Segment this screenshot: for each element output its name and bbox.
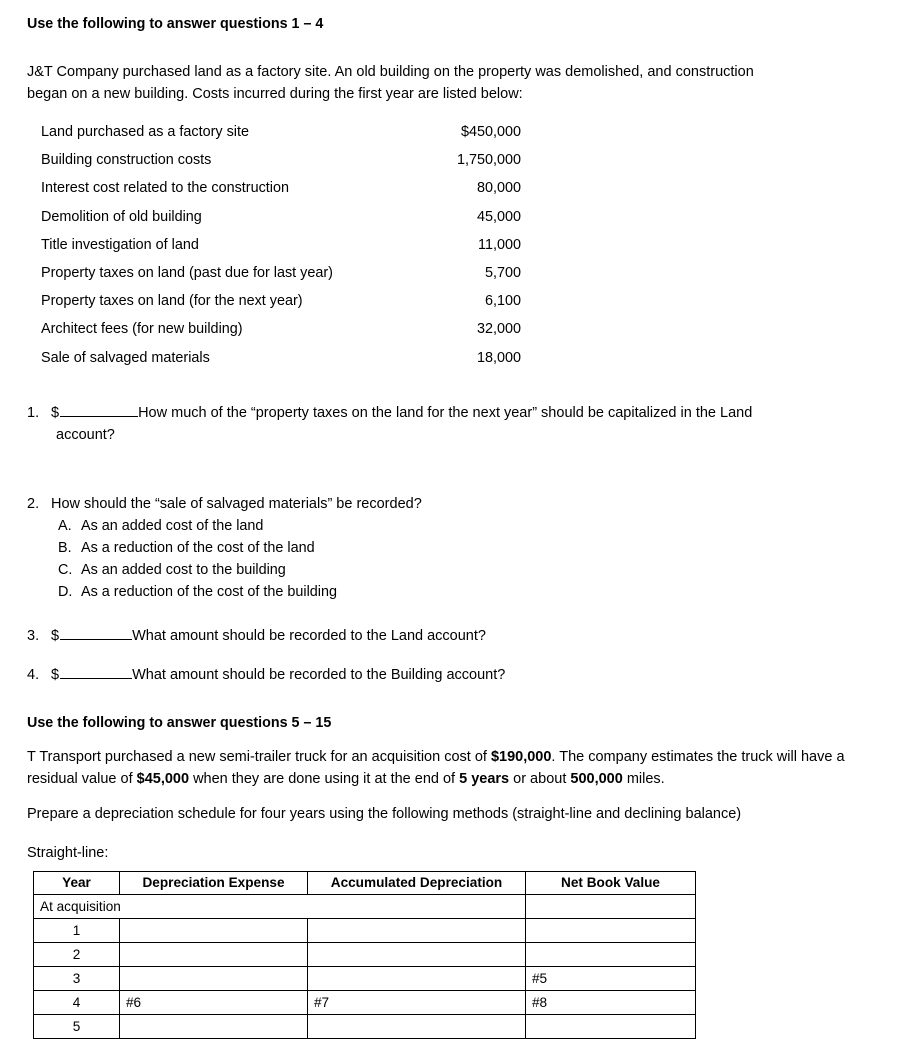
table-row-at-acquisition [34, 894, 696, 918]
cost-item-amount: 32,000 [476, 321, 521, 338]
row-net-book-value[interactable]: #8 [526, 990, 696, 1014]
row-year: 2 [34, 942, 120, 966]
row-accumulated-depreciation[interactable] [308, 942, 526, 966]
row-depreciation-expense[interactable]: #6 [120, 990, 308, 1014]
cost-item-row [41, 316, 521, 344]
intro-part-1: T Transport purchased a new semi-trailer truck for an acquisition cost of [27, 749, 491, 766]
question-3-text [51, 626, 897, 648]
row-net-book-value[interactable] [526, 942, 696, 966]
cost-item-amount: 1,750,000 [456, 152, 521, 169]
row-accumulated-depreciation[interactable] [308, 1014, 526, 1038]
cost-items-list [41, 119, 521, 373]
choice-b[interactable] [58, 538, 897, 560]
row-year: 4 [34, 990, 120, 1014]
cost-item-row [41, 204, 521, 232]
column-header-accumulated-depreciation: Accumulated Depreciation [308, 871, 526, 894]
choice-d-letter: D. [58, 583, 73, 600]
section-1-heading: Use the following to answer questions 1 – 4 [27, 16, 324, 32]
question-3-line [27, 626, 897, 648]
intro-part-3: when they are done using it at the end of [189, 770, 460, 787]
question-2-line [27, 494, 897, 516]
cost-items-body [41, 119, 521, 373]
cost-item-row [41, 345, 521, 373]
column-header-year: Year [34, 871, 120, 894]
choice-a-letter: A. [58, 518, 72, 534]
cost-item-row [41, 260, 521, 288]
cost-item-amount: 18,000 [476, 349, 521, 366]
cost-item-label: Demolition of old building [41, 208, 202, 225]
question-4 [27, 665, 897, 687]
row-depreciation-expense[interactable] [120, 918, 308, 942]
choice-a-text: As an added cost of the land [81, 518, 264, 534]
cost-item-amount: $450,000 [460, 123, 521, 140]
choice-c[interactable] [58, 560, 897, 582]
depreciation-schedule-table [33, 871, 696, 1039]
table-row [34, 966, 696, 990]
question-1-line [27, 403, 897, 425]
intro-line-1: J&T Company purchased land as a factory site. An old building on the property was demolished, and construction [27, 64, 754, 81]
cost-item-label: Land purchased as a factory site [41, 123, 249, 140]
question-1-answer-blank[interactable] [60, 404, 138, 417]
cost-item-label: Property taxes on land (for the next year) [41, 293, 303, 310]
column-header-net-book-value: Net Book Value [526, 871, 696, 894]
cost-item-label: Building construction costs [41, 152, 212, 169]
residual-value: $45,000 [136, 770, 190, 787]
row-net-book-value[interactable] [526, 1014, 696, 1038]
question-3-prompt: What amount should be recorded to the Land account? [132, 627, 486, 644]
cost-item-amount: 11,000 [478, 236, 521, 253]
cost-item-amount: 5,700 [484, 264, 521, 281]
cost-item-row [41, 119, 521, 147]
cost-item-row [41, 147, 521, 175]
intro-line-2: began on a new building. Costs incurred during the first year are listed below: [27, 85, 523, 102]
choice-a[interactable] [58, 516, 897, 538]
cost-item-label: Title investigation of land [41, 236, 199, 253]
cost-item-row [41, 232, 521, 260]
question-4-line [27, 665, 897, 687]
row-depreciation-expense[interactable] [120, 942, 308, 966]
cost-item-label: Sale of salvaged materials [41, 349, 210, 366]
row-year: 1 [34, 918, 120, 942]
cost-item-row [41, 175, 521, 203]
question-1-dollar-sign: $ [51, 404, 60, 421]
section-1-intro [27, 62, 897, 105]
row-year: 3 [34, 966, 120, 990]
question-2-choices [27, 516, 897, 604]
table-row [34, 1014, 696, 1038]
row-depreciation-expense[interactable] [120, 966, 308, 990]
choice-d[interactable] [58, 582, 897, 604]
cost-item-row [41, 288, 521, 316]
table-header-row [34, 871, 696, 894]
straight-line-label: Straight-line: [27, 845, 109, 862]
question-1-text [51, 403, 897, 425]
cost-item-amount: 6,100 [484, 293, 521, 310]
cost-item-amount: 45,000 [476, 208, 521, 225]
cost-item-label: Property taxes on land (past due for last year) [41, 264, 333, 281]
question-1 [27, 403, 897, 447]
question-4-prompt: What amount should be recorded to the Building account? [132, 667, 506, 684]
question-1-number: 1. [27, 404, 40, 421]
table-row [34, 990, 696, 1014]
section-2-heading: Use the following to answer questions 5 – 15 [27, 715, 332, 732]
intro-part-2: . The company estimates the truck will have a residual value of [27, 749, 845, 787]
question-3 [27, 626, 897, 648]
row-net-book-value[interactable] [526, 918, 696, 942]
choice-c-letter: C. [58, 561, 73, 578]
question-4-dollar-sign: $ [51, 667, 60, 684]
row-accumulated-depreciation[interactable]: #7 [308, 990, 526, 1014]
question-4-text [51, 665, 897, 687]
row-depreciation-expense[interactable] [120, 1014, 308, 1038]
row-accumulated-depreciation[interactable] [308, 966, 526, 990]
at-acquisition-net-book-value[interactable] [526, 894, 696, 918]
cost-item-label: Architect fees (for new building) [41, 321, 243, 338]
row-net-book-value[interactable]: #5 [526, 966, 696, 990]
total-miles-value: 500,000 [570, 770, 623, 787]
at-acquisition-label: At acquisition [34, 894, 526, 918]
column-header-depreciation-expense: Depreciation Expense [120, 871, 308, 894]
cost-item-amount: 80,000 [476, 180, 521, 197]
cost-item-label: Interest cost related to the construction [41, 180, 289, 197]
question-3-number: 3. [27, 627, 40, 644]
question-2-prompt: How should the “sale of salvaged materials” be recorded? [51, 496, 422, 513]
depreciation-instruction: Prepare a depreciation schedule for four years using the following methods (straight-line and declining balance) [27, 805, 742, 822]
row-accumulated-depreciation[interactable] [308, 918, 526, 942]
choice-b-letter: B. [58, 539, 72, 556]
acquisition-cost-value: $190,000 [490, 749, 552, 766]
useful-life-value: 5 years [459, 770, 510, 787]
intro-part-5: miles. [622, 770, 665, 787]
question-3-dollar-sign: $ [51, 627, 60, 644]
question-2 [27, 494, 897, 603]
row-year: 5 [34, 1014, 120, 1038]
table-row [34, 918, 696, 942]
intro-part-4: or about [509, 770, 571, 787]
choice-d-text: As a reduction of the cost of the building [81, 583, 337, 600]
question-3-answer-blank[interactable] [60, 627, 132, 640]
choice-c-text: As an added cost to the building [81, 561, 286, 578]
section-2-intro [27, 747, 897, 790]
question-1-prompt: How much of the “property taxes on the land for the next year” should be capitalized in the Land [138, 404, 753, 421]
question-1-continuation: account? [56, 426, 115, 443]
table-row [34, 942, 696, 966]
table-body [34, 894, 696, 1038]
question-4-number: 4. [27, 667, 40, 684]
choice-b-text: As a reduction of the cost of the land [81, 539, 315, 556]
table-header [34, 871, 696, 894]
question-4-answer-blank[interactable] [60, 666, 132, 679]
question-2-number: 2. [27, 496, 40, 513]
